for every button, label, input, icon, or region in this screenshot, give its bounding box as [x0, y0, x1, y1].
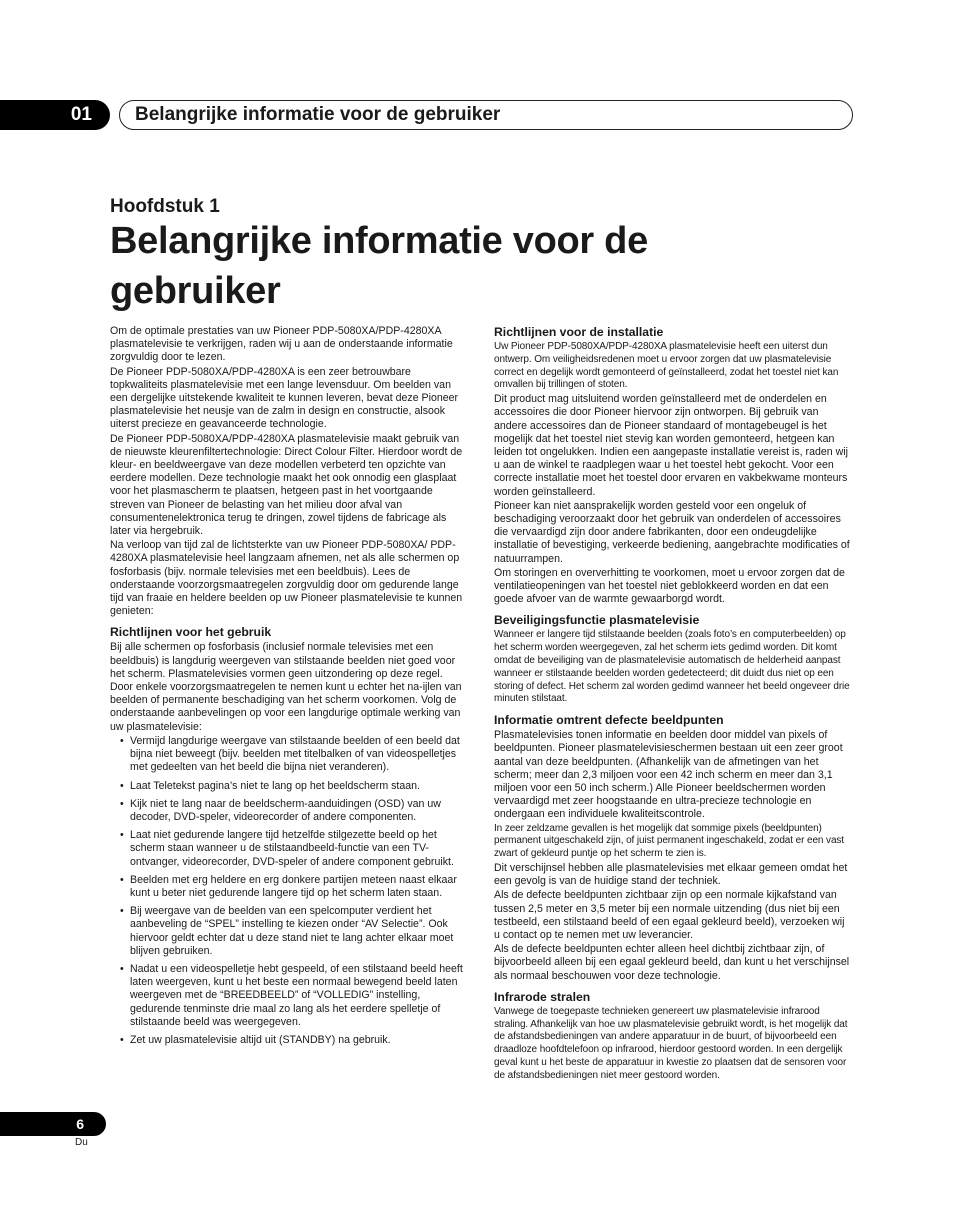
list-item: • Kijk niet te lang naar de beeldscherm-aanduidingen (OSD) van uw decoder, DVD-speler, videorecorder of andere componenten. — [130, 798, 468, 824]
left-column — [110, 325, 468, 1052]
list-item: • Zet uw plasmatelevisie altijd uit (STANDBY) na gebruik. — [130, 1034, 468, 1047]
chapter-label: Hoofdstuk 1 — [110, 196, 220, 217]
list-item: • Nadat u een videospelletje hebt gespeeld, of een stilstaand beeld heeft laten weergeven, kunt u het beste een normaal bewegend beeld laten weergeven met de “BREEDBEELD” of “VOLLEDIG” instelling, gedurende tenminste drie maal zo lang als het eerdere spelletje of stilstaande beeld was weergegeven. — [130, 963, 468, 1029]
intro-paragraph: De Pioneer PDP-5080XA/PDP-4280XA plasmatelevisie maakt gebruik van de nieuwste kleurenfiltertechnologie: Direct Colour Filter. Hierdoor wordt de kleur- en beeldweergave van deze modellen verbeterd ten opzichte van eerdere modellen. Deze technologie maakt het ook onnodig een glasplaat voor het plasmascherm te plaatsen, hetgeen past in het voortgaande streven van Pioneer de belasting van het milieu door afval van consumentenelektronica terug te dringen, zowel tijdens de fabricage als later via hergebruik. — [110, 432, 463, 538]
pixel-paragraph: Als de defecte beeldpunten echter alleen heel dichtbij zichtbaar zijn, of bijvoorbeeld alleen bij een egaal gekleurd beeld, dan kunt u het verschijnsel als normaal beschouwen voor deze technologie. — [494, 943, 850, 982]
pixel-paragraph: Dit verschijnsel hebben alle plasmatelevisies met elkaar gemeen omdat het een gevolg is van de huidige stand der techniek. — [494, 862, 848, 888]
chapter-title-bar: Belangrijke informatie voor de gebruiker — [119, 100, 853, 130]
install-heading: Richtlijnen voor de installatie — [494, 325, 664, 339]
language-code: Du — [75, 1137, 88, 1148]
protect-paragraph: Wanneer er langere tijd stilstaande beelden (zoals foto’s en computerbeelden) op het scherm worden weergegeven, zal het scherm iets gedimd worden. Dit komt omdat de beveiliging van de plasmatelevisie automatisch de helderheid aanpast wanneer er stilstaande beelden worden gedetecteerd; dit duidt dus niet op een storing of defect. Het scherm zal worden gedimd wanneer het beeld ongeveer drie minuten stilstaat. — [494, 629, 850, 705]
intro-paragraph: De Pioneer PDP-5080XA/PDP-4280XA is een zeer betrouwbare topkwaliteits plasmatelevisie met een lange levensduur. Om beelden van een dergelijke uitstekende kwaliteit te kunnen leveren, bevat deze Pioneer plasmatelevisie het neusje van de zalm in design en constructie, alsook uiterst precieze en geavanceerde technologie. — [110, 365, 459, 431]
usage-list — [110, 735, 468, 1047]
pixel-heading: Informatie omtrent defecte beeldpunten — [494, 713, 724, 728]
list-item: • Beelden met erg heldere en erg donkere partijen meteen naast elkaar kunt u beter niet gedurende langere tijd op het scherm laten staan. — [130, 874, 468, 900]
install-paragraph: Dit product mag uitsluitend worden geïnstalleerd met de onderdelen en accessoires die door Pioneer hiervoor zijn ontworpen. Bij gebruik van andere accessoires dan de Pioneer standaard of montagebeugel is het mogelijk dat het toestel niet stevig kan worden gemonteerd, hetgeen kan leiden tot ongelukken. Indien een aangepaste installatie vereist is, raden wij u aan de winkel te raadplegen waar u het toestel hebt gekocht. Voor een correcte installatie moet het toestel door ervaren en vakbekwame monteurs worden geïnstalleerd. — [494, 393, 848, 498]
intro-paragraph: Om de optimale prestaties van uw Pioneer PDP-5080XA/PDP-4280XA plasmatelevisie te verkrijgen, raden wij u aan de onderstaande informatie zorgvuldig door te lezen. — [110, 325, 453, 364]
right-column — [494, 318, 852, 1084]
protect-heading: Beveiligingsfunctie plasmatelevisie — [494, 613, 700, 628]
ir-paragraph: Vanwege de toegepaste technieken genereert uw plasmatelevisie infrarood straling. Afhankelijk van hoe uw plasmatelevisie gebruikt wordt, is het mogelijk dat de afstandsbedieningen van andere apparatuur in de buurt, of bijvoorbeeld een draadloze hoofdtelefoon op infrarood, hierdoor gestoord worden. In een dergelijk geval kunt u het beste de apparatuur in kwestie zo plaatsen dat de sensoren voor de afstandsbedieningen niet meer gestoord worden. — [494, 1005, 848, 1081]
pixel-paragraph: In zeer zeldzame gevallen is het mogelijk dat sommige pixels (beeldpunten) permanent uitgeschakeld zijn, of juist permanent ingeschakeld, zodat er een vast zwart of gekleurd puntje op het scherm te zien is. — [494, 822, 844, 860]
install-paragraph: Pioneer kan niet aansprakelijk worden gesteld voor een ongeluk of beschadiging veroorzaakt door het gebruik van onderdelen of accessoires die vervaardigd zijn door andere fabrikanten, door een ondeugdelijke installatie of bevestiging, verkeerde bediening, aangebrachte modificaties of natuurrampen. — [494, 499, 850, 565]
list-item: • Laat Teletekst pagina’s niet te lang op het beeldscherm staan. — [130, 780, 468, 793]
install-paragraph: Om storingen en oververhitting te voorkomen, moet u ervoor zorgen dat de ventilatieopeningen van het toestel niet geblokkeerd worden en dat een goede afvoer van de warmte gewaarborgd wordt. — [494, 566, 845, 606]
pixel-paragraph: Plasmatelevisies tonen informatie en beelden door middel van pixels of beeldpunten. Pioneer plasmatelevisieschermen bestaan uit een zeer groot aantal van deze beeldpunten. (Afhankelijk van de afmetingen van het scherm; meer dan 2,3 miljoen voor een 42 inch scherm en meer dan 3,1 miljoen voor een 50 inch scherm.) Alle Pioneer beeldschermen worden vervaardigd met zeer hoogstaande en ultra-precieze technologie en ondergaan een individuele kwaliteitscontrole. — [494, 729, 843, 821]
chapter-number-tab: 01 — [0, 100, 110, 130]
usage-heading: Richtlijnen voor het gebruik — [110, 625, 272, 640]
ir-heading: Infrarode stralen — [494, 989, 591, 1004]
page-title: Belangrijke informatie voor de gebruiker — [110, 220, 648, 312]
list-item: • Laat niet gedurende langere tijd hetzelfde stilgezette beeld op het scherm staan wanneer u de stilstaandbeeld-functie van een TV-ontvanger, videorecorder, DVD-speler of andere component gebruikt. — [130, 829, 468, 869]
pixel-paragraph: Als de defecte beeldpunten zichtbaar zijn op een normale kijkafstand van tussen 2,5 meter en 3,5 meter bij een normale uitzending (dus niet bij een testbeeld, een stilstaand beeld of een egaal gekleurd beeld), verzoeken wij u contact op te nemen met uw leverancier. — [494, 889, 845, 942]
page-number: 6 — [0, 1112, 106, 1136]
install-paragraph: Uw Pioneer PDP-5080XA/PDP-4280XA plasmatelevisie heeft een uiterst dun ontwerp. Om veiligheidsredenen moet u ervoor zorgen dat uw plasmatelevisie correct en degelijk wordt gemonteerd of geïnstalleerd, zodat het toestel niet kan omvallen bij trillingen of stoten. — [494, 341, 839, 391]
usage-paragraph: Bij alle schermen op fosforbasis (inclusief normale televisies met een beeldbuis) is langdurig weergeven van stilstaande beelden niet goed voor het scherm. Plasmatelevisies vormen geen uitzondering op deze regel. Door enkele voorzorgsmaatregelen te nemen kunt u echter het na-ijlen van beelden of permanente beschadiging van het scherm voorkomen. Volg de onderstaande aanbevelingen op voor een langdurige optimale werking van uw plasmatelevisie: — [110, 641, 462, 733]
intro-paragraph: Na verloop van tijd zal de lichtsterkte van uw Pioneer PDP-5080XA/ PDP-4280XA plasmatelevisie heel langzaam afnemen, net als alle schermen op fosforbasis (bijv. normale televisies met een beeldbuis). Lees de onderstaande voorzorgsmaatregelen zorgvuldig door om gedurende lange tijd van fraaie en heldere beelden op uw Pioneer plasmatelevisie te kunnen genieten: — [110, 539, 463, 618]
list-item: • Bij weergave van de beelden van een spelcomputer verdient het aanbeveling de “SPEL” instelling te kiezen onder “AV Selectie”. Ook hiervoor geldt echter dat u deze stand niet te lang achter elkaar moet blijven gebruiken. — [130, 905, 468, 958]
list-item: • Vermijd langdurige weergave van stilstaande beelden of een beeld dat bijna niet beweegt (bijv. beelden met titelbalken of van videospelletjes met gedeelten van het beeld die bijna niet veranderen). — [130, 735, 468, 775]
